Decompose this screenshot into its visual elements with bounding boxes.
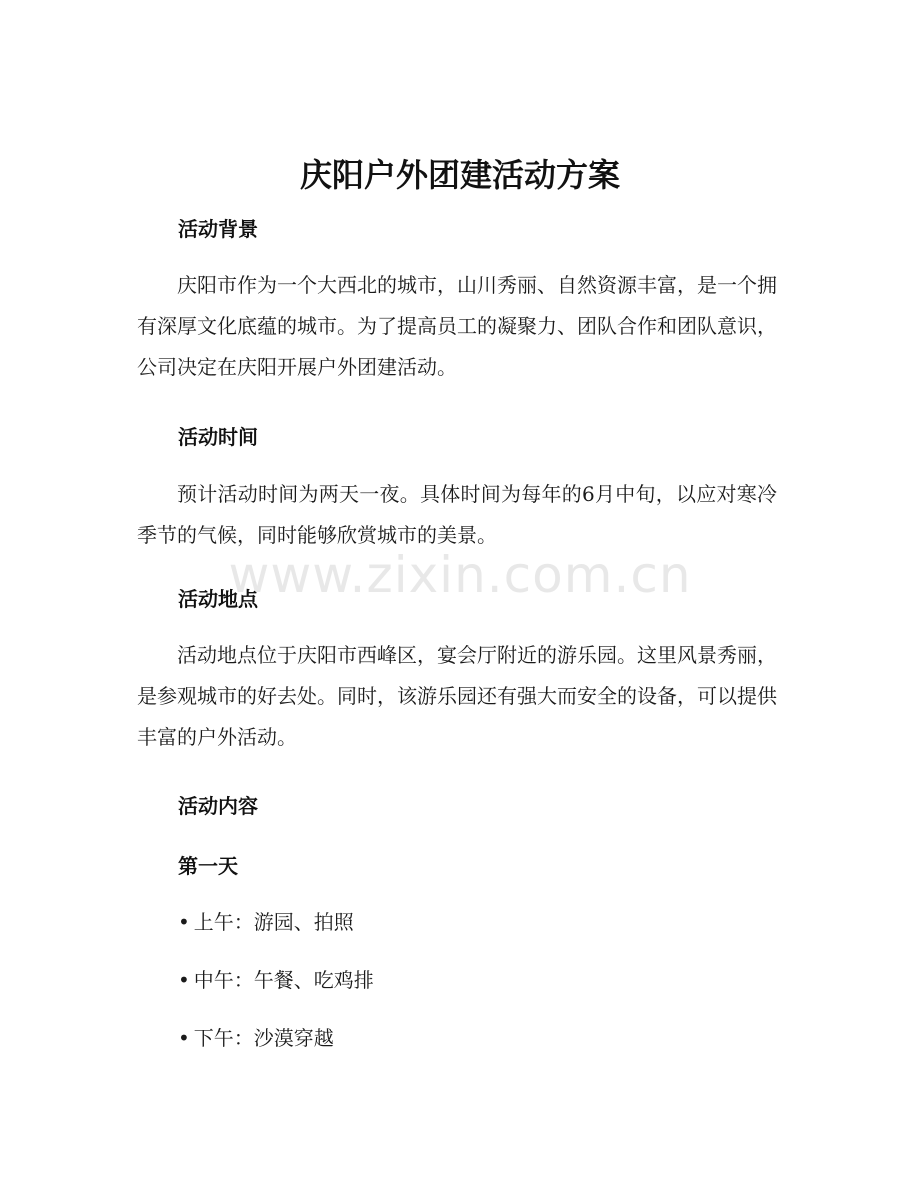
list-item-text: 上午：游园、拍照 (193, 910, 354, 934)
watermark: www.zixin.com.cn (228, 546, 692, 604)
list-item (178, 907, 354, 937)
day1-heading: 第一天 (178, 854, 238, 878)
section-text-time: 预计活动时间为两天一夜。具体时间为每年的6月中旬，以应对寒冷季节的气候，同时能够欣赏城市的美景。 (137, 482, 777, 547)
bullet-icon: • (178, 1026, 190, 1050)
section-text-location: 活动地点位于庆阳市西峰区，宴会厅附近的游乐园。这里风景秀丽，是参观城市的好去处。同时，该游乐园还有强大而安全的设备，可以提供丰富的户外活动。 (137, 643, 777, 749)
section-heading-background: 活动背景 (178, 217, 258, 241)
section-heading-location: 活动地点 (178, 587, 258, 611)
section-heading-content: 活动内容 (178, 794, 258, 818)
list-item-text: 中午：午餐、吃鸡排 (193, 968, 374, 992)
document-title: 庆阳户外团建活动方案 (299, 156, 620, 194)
bullet-icon: • (178, 910, 190, 934)
section-heading-time: 活动时间 (178, 425, 258, 449)
bullet-icon: • (178, 968, 190, 992)
list-item (178, 965, 374, 995)
list-item-text: 下午：沙漠穿越 (193, 1026, 334, 1050)
section-text-background: 庆阳市作为一个大西北的城市，山川秀丽、自然资源丰富，是一个拥有深厚文化底蕴的城市。为了提高员工的凝聚力、团队合作和团队意识，公司决定在庆阳开展户外团建活动。 (137, 273, 777, 379)
list-item (178, 1023, 334, 1053)
